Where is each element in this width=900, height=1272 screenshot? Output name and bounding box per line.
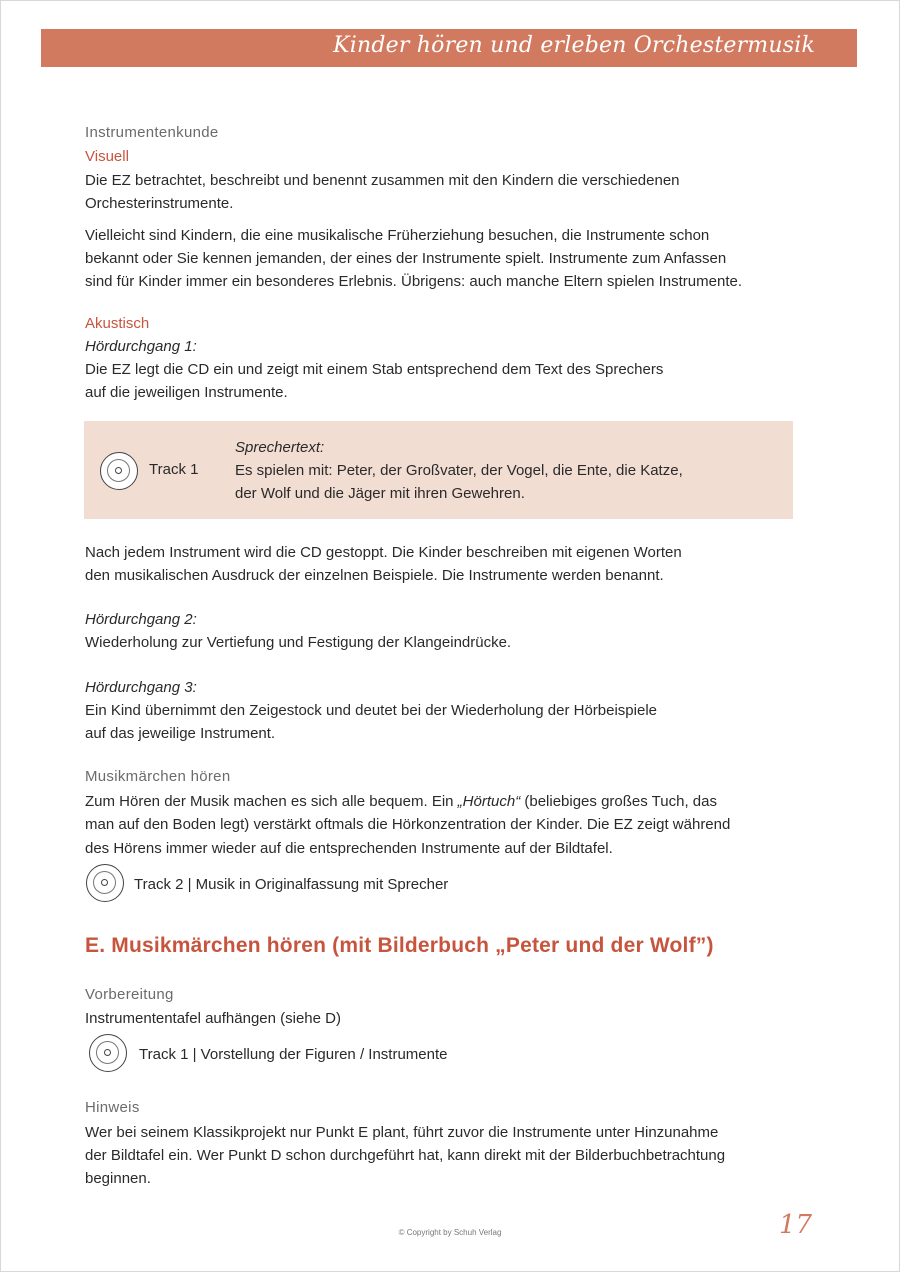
hoerdurchgang-2-title: Hördurchgang 2:	[85, 611, 197, 628]
text-line: sind für Kinder immer ein besonderes Erlebnis. Übrigens: auch manche Eltern spielen Instrumente.	[85, 273, 742, 290]
cd-icon	[89, 1034, 127, 1072]
track-1-label: Track 1 | Vorstellung der Figuren / Instrumente	[139, 1046, 448, 1063]
text-line: des Hörens immer wieder auf die entsprechenden Instrumente auf der Bildtafel.	[85, 840, 613, 857]
instrumentenkunde-heading: Instrumentenkunde	[85, 124, 219, 141]
after-box-paragraph	[85, 541, 835, 587]
visuell-paragraph-1	[85, 169, 835, 215]
text-line: Nach jedem Instrument wird die CD gestoppt. Die Kinder beschreiben mit eigenen Worten	[85, 544, 682, 561]
text-line: Die EZ legt die CD ein und zeigt mit einem Stab entsprechend dem Text des Sprechers	[85, 361, 664, 378]
text-line: auf die jeweiligen Instrumente.	[85, 384, 288, 401]
text-segment: (beliebiges großes Tuch, das	[520, 793, 717, 810]
header-bar	[41, 29, 857, 67]
text-line: der Bildtafel ein. Wer Punkt D schon durchgeführt hat, kann direkt mit der Bilderbuchbetrachtung	[85, 1147, 726, 1164]
hoertuch-term: „Hörtuch“	[457, 793, 521, 810]
text-line: den musikalischen Ausdruck der einzelnen Beispiele. Die Instrumente werden benannt.	[85, 567, 664, 584]
text-line	[85, 790, 835, 813]
text-line: Vielleicht sind Kindern, die eine musikalische Früherziehung besuchen, die Instrumente schon	[85, 227, 710, 244]
hoerdurchgang-1-text	[85, 358, 835, 404]
text-line: Die EZ betrachtet, beschreibt und benennt zusammen mit den Kindern die verschiedenen	[85, 172, 680, 189]
text-line: Wer bei seinem Klassikprojekt nur Punkt E plant, führt zuvor die Instrumente unter Hinzunahme	[85, 1124, 719, 1141]
text-line: Orchesterinstrumente.	[85, 195, 234, 212]
cd-icon	[86, 864, 124, 902]
akustisch-label: Akustisch	[85, 315, 150, 332]
text-segment: Zum Hören der Musik machen es sich alle bequem. Ein	[85, 793, 458, 810]
text-line: bekannt oder Sie kennen jemanden, der eines der Instrumente spielt. Instrumente zum Anfassen	[85, 250, 727, 267]
text-line: Ein Kind übernimmt den Zeigestock und deutet bei der Wiederholung der Hörbeispiele	[85, 702, 657, 719]
track-label: Track 1	[149, 461, 199, 478]
track-2-label: Track 2 | Musik in Originalfassung mit Sprecher	[134, 876, 449, 893]
hoerdurchgang-2-text: Wiederholung zur Vertiefung und Festigung der Klangeindrücke.	[85, 634, 512, 651]
hoerdurchgang-1-title: Hördurchgang 1:	[85, 338, 197, 355]
musikmaerchen-paragraph	[85, 790, 835, 860]
header-title: Kinder hören und erleben Orchestermusik	[333, 33, 815, 58]
visuell-label: Visuell	[85, 148, 129, 165]
musikmaerchen-heading: Musikmärchen hören	[85, 768, 231, 785]
sprechertext-line: der Wolf und die Jäger mit ihren Gewehren.	[235, 485, 525, 502]
hoerdurchgang-3-title: Hördurchgang 3:	[85, 679, 197, 696]
sprechertext-label: Sprechertext:	[235, 439, 325, 456]
page-number: 17	[779, 1210, 813, 1240]
visuell-paragraph-2	[85, 224, 835, 293]
vorbereitung-text: Instrumententafel aufhängen (siehe D)	[85, 1010, 341, 1027]
copyright-notice: © Copyright by Schuh Verlag	[398, 1228, 502, 1237]
text-line: auf das jeweilige Instrument.	[85, 725, 276, 742]
sprechertext-box	[84, 421, 793, 519]
sprechertext-line: Es spielen mit: Peter, der Großvater, der Vogel, die Ente, die Katze,	[235, 462, 683, 479]
hinweis-paragraph	[85, 1121, 835, 1190]
hoerdurchgang-3-text	[85, 699, 835, 745]
text-line: man auf den Boden legt) verstärkt oftmals die Hörkonzentration der Kinder. Die EZ zeigt während	[85, 816, 731, 833]
hinweis-label: Hinweis	[85, 1099, 140, 1116]
section-e-heading: E. Musikmärchen hören (mit Bilderbuch „Peter und der Wolf”)	[85, 934, 714, 957]
text-line: beginnen.	[85, 1170, 151, 1187]
cd-icon	[100, 452, 138, 490]
vorbereitung-label: Vorbereitung	[85, 986, 174, 1003]
